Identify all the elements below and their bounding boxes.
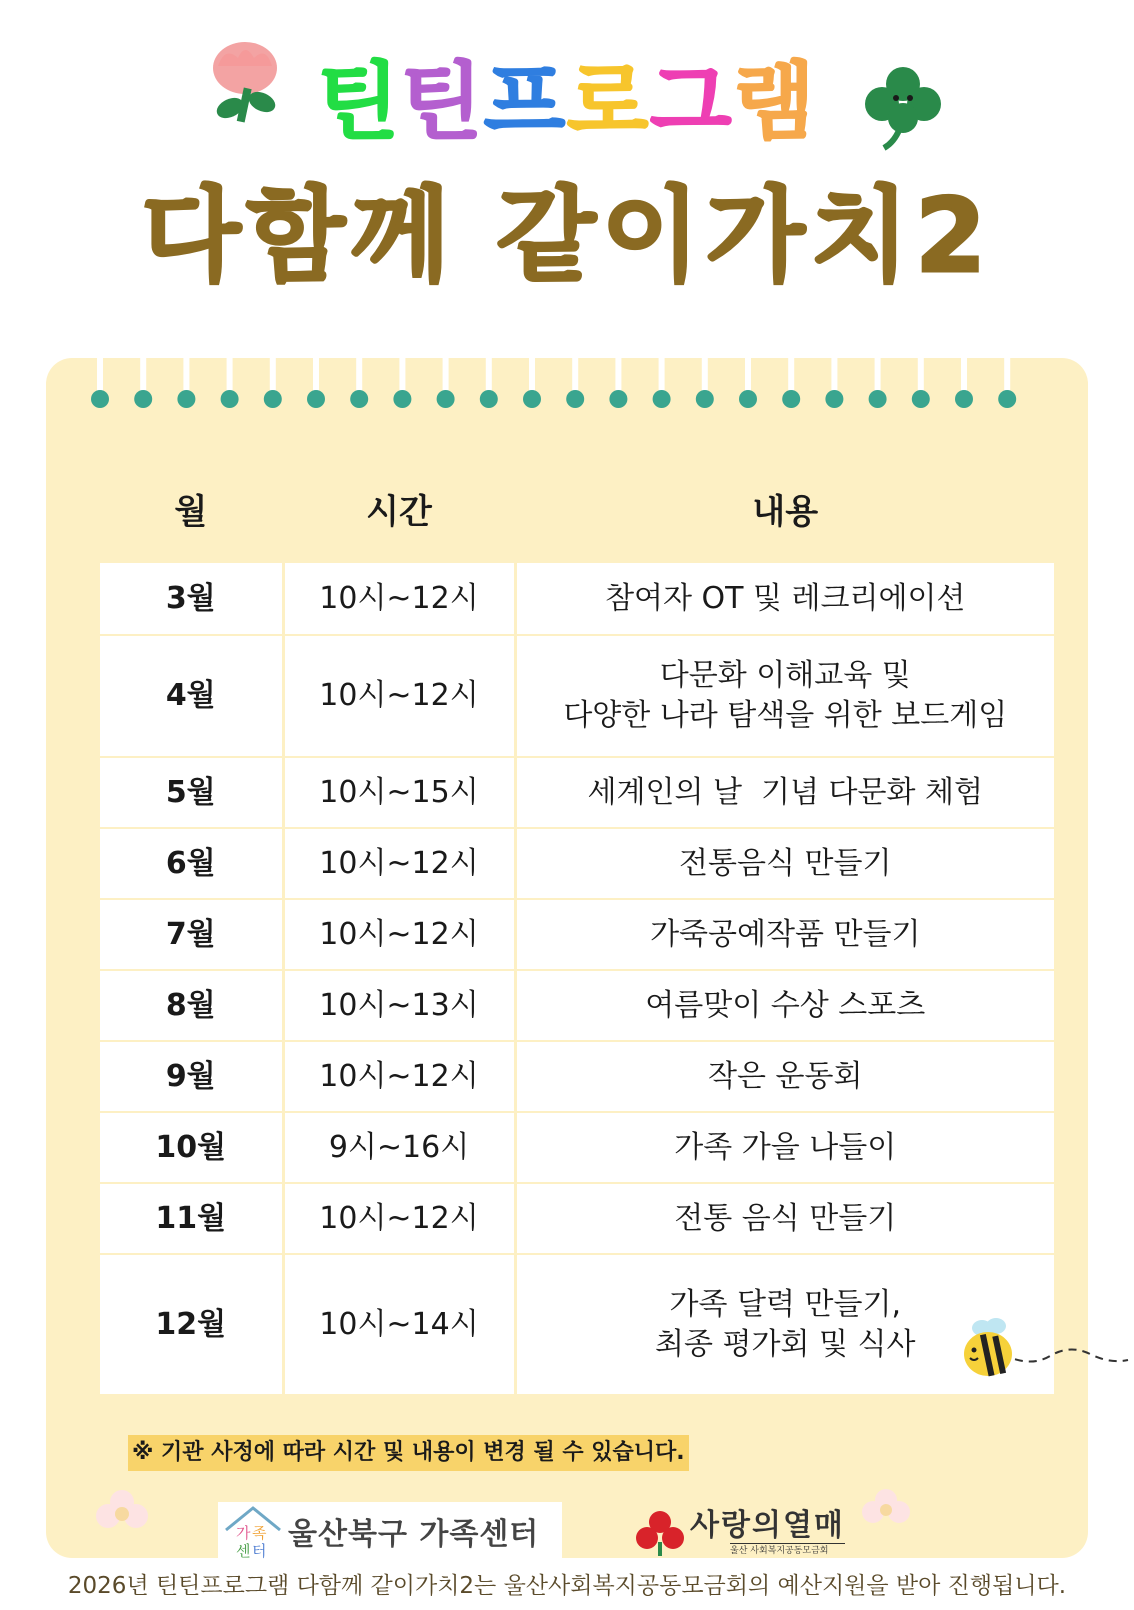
ring-wire xyxy=(443,350,449,396)
svg-text:족: 족 xyxy=(252,1524,267,1542)
row-time: 10시~12시 xyxy=(283,899,515,970)
content-line: 전통 음식 만들기 xyxy=(674,1200,897,1236)
title-char: 로 xyxy=(567,52,651,151)
community-chest-name: 사랑의열매 xyxy=(690,1507,845,1543)
row-content xyxy=(515,899,1054,970)
row-month: 11월 xyxy=(100,1183,283,1254)
content-line: 작은 운동회 xyxy=(708,1058,863,1094)
ring-wire xyxy=(745,350,751,396)
row-month: 4월 xyxy=(100,635,283,757)
ring-wire xyxy=(313,350,319,396)
table-row xyxy=(100,970,1054,1041)
row-content xyxy=(515,757,1054,828)
ring-hole xyxy=(221,390,239,408)
ring-wire xyxy=(1004,350,1010,396)
table-header-row xyxy=(100,453,1054,563)
ring-hole xyxy=(437,390,455,408)
ring-hole xyxy=(264,390,282,408)
title-char: 틴 xyxy=(317,52,401,151)
ring-wire xyxy=(227,350,233,396)
content-line: 세계인의 날 기념 다문화 체험 xyxy=(587,774,983,810)
subtitle: 다함께 같이가치2 xyxy=(141,177,993,296)
row-time: 9시~16시 xyxy=(283,1112,515,1183)
row-content xyxy=(515,1183,1054,1254)
ring-hole xyxy=(91,390,109,408)
ring-hole xyxy=(177,390,195,408)
ring-wire xyxy=(486,350,492,396)
table-row xyxy=(100,1112,1054,1183)
red-fruit-icon xyxy=(630,1508,690,1558)
community-chest-sub: 울산 사회복지공동모금회 xyxy=(730,1543,845,1558)
ring-hole xyxy=(912,390,930,408)
ring-hole xyxy=(609,390,627,408)
ring-wire xyxy=(270,350,276,396)
ring-hole xyxy=(653,390,671,408)
row-month: 12월 xyxy=(100,1254,283,1395)
content-line: 최종 평가회 및 식사 xyxy=(655,1326,916,1362)
ring-hole xyxy=(739,390,757,408)
ring-hole xyxy=(869,390,887,408)
ring-wire xyxy=(918,350,924,396)
row-month: 7월 xyxy=(100,899,283,970)
family-center-name: 울산북구 가족센터 xyxy=(288,1517,540,1552)
content-line: 참여자 OT 및 레크리에이션 xyxy=(605,580,966,616)
row-month: 3월 xyxy=(100,563,283,635)
ring-wire xyxy=(615,350,621,396)
content-line: 가족 가을 나들이 xyxy=(674,1129,897,1165)
ring-wire xyxy=(788,350,794,396)
row-time: 10시~13시 xyxy=(283,970,515,1041)
schedule-rows xyxy=(100,563,1054,1395)
ring-hole xyxy=(523,390,541,408)
row-time: 10시~14시 xyxy=(283,1254,515,1395)
row-month: 6월 xyxy=(100,828,283,899)
table-row xyxy=(100,635,1054,757)
content-line: 다양한 나라 탐색을 위한 보드게임 xyxy=(563,698,1008,733)
notice-text: ※ 기관 사정에 따라 시간 및 내용이 변경 될 수 있습니다. xyxy=(128,1435,689,1471)
ring-wire xyxy=(140,350,146,396)
clover-icon xyxy=(858,62,948,152)
row-content xyxy=(515,970,1054,1041)
ring-hole xyxy=(480,390,498,408)
title-char: 램 xyxy=(733,52,817,151)
ring-wire xyxy=(529,350,535,396)
row-time: 10시~12시 xyxy=(283,635,515,757)
row-month: 9월 xyxy=(100,1041,283,1112)
table-row xyxy=(100,828,1054,899)
row-content xyxy=(515,563,1054,635)
ring-wire xyxy=(702,350,708,396)
house-icon xyxy=(218,1502,288,1560)
ring-wire xyxy=(961,350,967,396)
ring-hole xyxy=(782,390,800,408)
ring-wire xyxy=(572,350,578,396)
row-month: 10월 xyxy=(100,1112,283,1183)
spiral-rings xyxy=(46,350,1088,430)
table-row xyxy=(100,1041,1054,1112)
ring-hole xyxy=(825,390,843,408)
svg-text:가: 가 xyxy=(236,1524,251,1542)
ring-wire xyxy=(97,350,103,396)
program-title xyxy=(0,40,1134,150)
row-content xyxy=(515,828,1054,899)
ring-wire xyxy=(399,350,405,396)
ring-hole xyxy=(696,390,714,408)
content-line: 다문화 이해교육 및 xyxy=(659,658,911,693)
family-center-logo xyxy=(218,1502,562,1560)
row-time: 10시~12시 xyxy=(283,563,515,635)
svg-text:센: 센 xyxy=(236,1542,251,1560)
ring-hole xyxy=(134,390,152,408)
row-content xyxy=(515,635,1054,757)
bee-icon xyxy=(960,1310,1130,1390)
schedule-table xyxy=(100,453,1054,1396)
row-time: 10시~15시 xyxy=(283,757,515,828)
table-row xyxy=(100,563,1054,635)
row-time: 10시~12시 xyxy=(283,1041,515,1112)
content-line: 가족 달력 만들기, xyxy=(669,1286,901,1322)
ring-hole xyxy=(350,390,368,408)
ring-wire xyxy=(659,350,665,396)
table-row xyxy=(100,757,1054,828)
footer-text: 2026년 틴틴프로그램 다함께 같이가치2는 울산사회복지공동모금회의 예산지원을 받아 진행됩니다. xyxy=(67,1573,1067,1599)
ring-hole xyxy=(393,390,411,408)
row-content xyxy=(515,1041,1054,1112)
header-month: 월 xyxy=(100,453,283,563)
content-line: 전통음식 만들기 xyxy=(679,845,892,881)
header-time: 시간 xyxy=(283,453,515,563)
community-chest-logo xyxy=(630,1504,930,1562)
row-time: 10시~12시 xyxy=(283,1183,515,1254)
ring-wire xyxy=(183,350,189,396)
title-char: 프 xyxy=(483,52,567,151)
table-row xyxy=(100,1254,1054,1395)
title-char: 틴 xyxy=(400,52,484,151)
ring-wire xyxy=(875,350,881,396)
table-row xyxy=(100,899,1054,970)
ring-hole xyxy=(307,390,325,408)
ring-hole xyxy=(566,390,584,408)
content-line: 가죽공예작품 만들기 xyxy=(650,916,921,952)
header-content: 내용 xyxy=(515,453,1054,563)
row-month: 5월 xyxy=(100,757,283,828)
row-month: 8월 xyxy=(100,970,283,1041)
ring-wire xyxy=(356,350,362,396)
table-row xyxy=(100,1183,1054,1254)
ring-wire xyxy=(831,350,837,396)
petal-flower-icon xyxy=(92,1488,152,1538)
ring-hole xyxy=(955,390,973,408)
row-time: 10시~12시 xyxy=(283,828,515,899)
ring-hole xyxy=(998,390,1016,408)
content-line: 여름맞이 수상 스포츠 xyxy=(645,987,926,1023)
title-char: 그 xyxy=(650,52,734,151)
row-content xyxy=(515,1112,1054,1183)
svg-text:터: 터 xyxy=(252,1542,267,1560)
